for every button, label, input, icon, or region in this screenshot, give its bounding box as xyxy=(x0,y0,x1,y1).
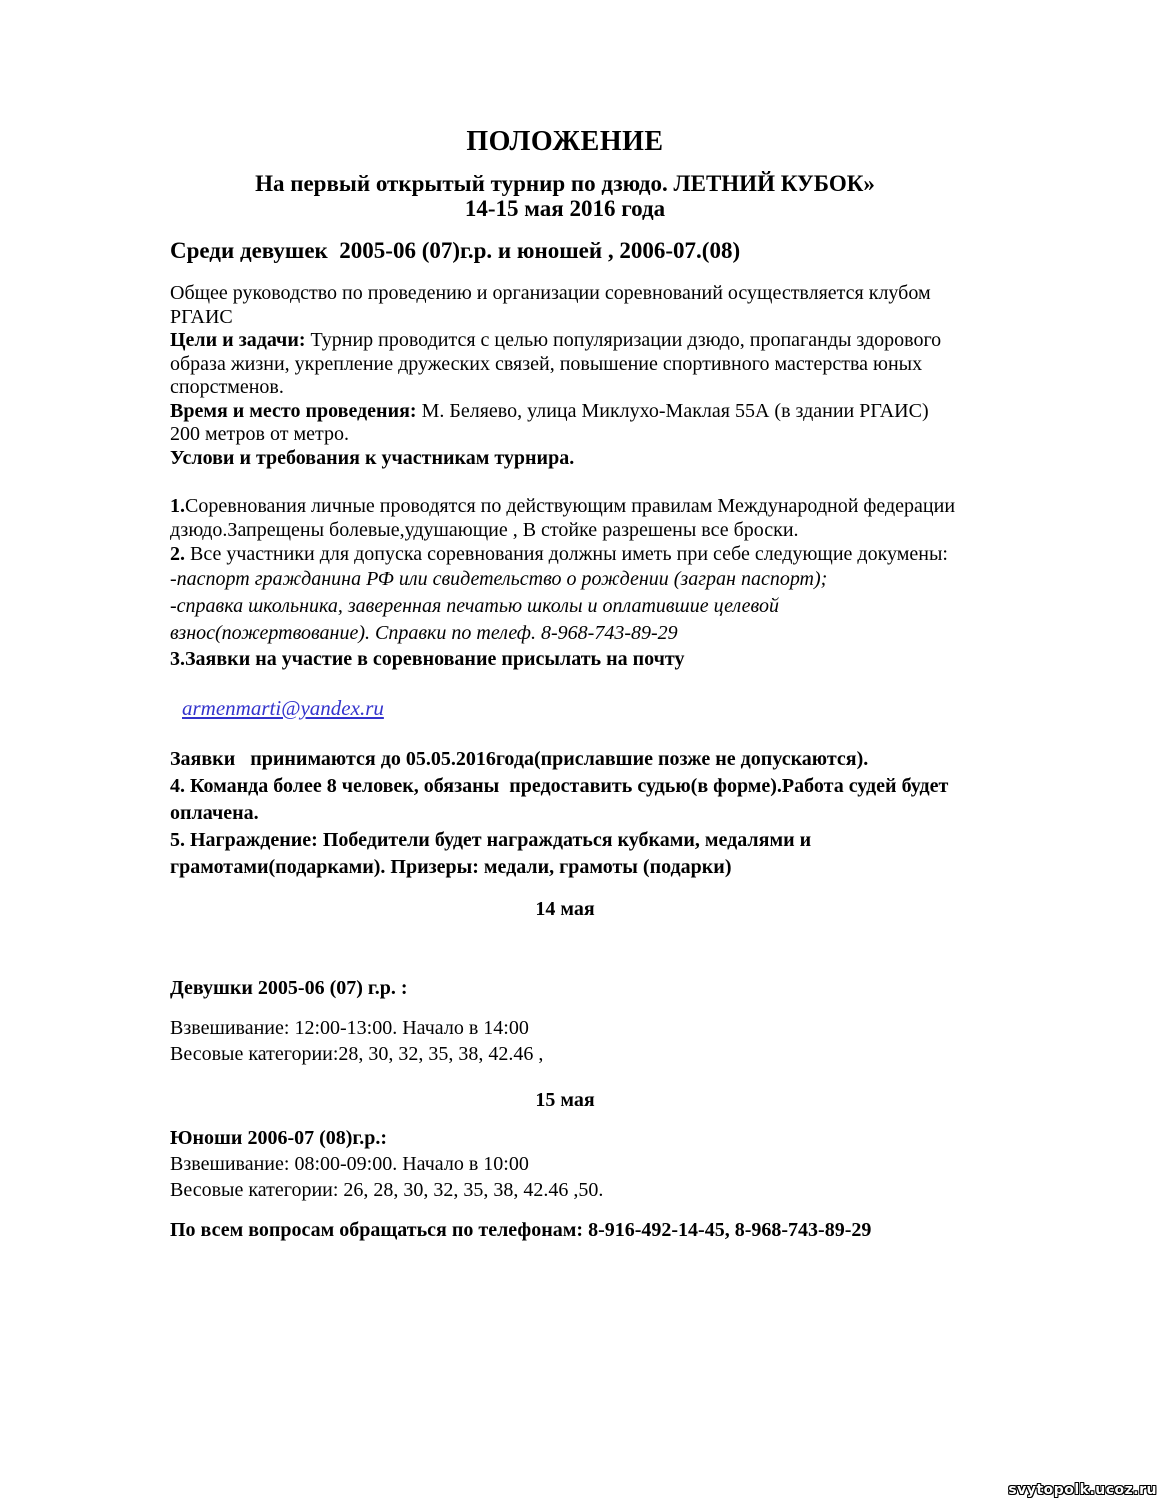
venue-line xyxy=(170,400,960,447)
day2-weighin-line: Взвешивание: 08:00-09:00. Начало в 10:00 xyxy=(170,1153,529,1175)
day1-weighin-line: Взвешивание: 12:00-13:00. Начало в 14:00 xyxy=(170,1017,529,1039)
venue-label: Время и место проведения: xyxy=(170,399,417,422)
rule-2-number: 2. xyxy=(170,543,185,565)
subtitle-line-1: На первый открытый турнир по дзюдо. ЛЕТНИЙ КУБОК» xyxy=(255,171,875,196)
applications-section xyxy=(170,746,960,881)
rule-5: 5. Награждение: Победители будет награждаться кубками, медалями и грамотами(подарками). Призеры: медали, грамоты (подарки) xyxy=(170,829,817,878)
general-management-text: Общее руководство по проведению и организации соревнований осуществляется клубом РГАИС xyxy=(170,282,936,328)
goals-line xyxy=(170,329,960,400)
day1-group-heading: Девушки 2005-06 (07) г.р. : xyxy=(170,977,408,999)
page-title: ПОЛОЖЕНИЕ xyxy=(466,126,664,157)
category-heading: Среди девушек 2005-06 (07)г.р. и юношей , 2006-07.(08) xyxy=(170,238,741,263)
goals-label: Цели и задачи: xyxy=(170,329,306,351)
venue-text: М. Беляево, улица Миклухо-Маклая 55А (в здании РГАИС) 200 метров от метро. xyxy=(170,399,934,445)
document-content xyxy=(170,0,960,1243)
rule-4: 4. Команда более 8 человек, обязаны предоставить судью(в форме).Работа судей будет оплачена. xyxy=(170,775,954,824)
deadline-line: Заявки принимаются до 05.05.2016года(приславшие позже не допускаются). xyxy=(170,748,869,770)
rule-2-text: Все участники для допуска соревнования должны иметь при себе следующие докумены: xyxy=(185,543,948,565)
rule-3-heading: 3.Заявки на участие в соревнование присылать на почту xyxy=(170,648,685,670)
intro-section xyxy=(170,282,960,470)
document-item-passport: -паспорт гражданина РФ или свидетельство о рождении (загран паспорт); xyxy=(170,568,828,590)
rules-section xyxy=(170,494,960,671)
day1-categories-line: Весовые категории:28, 30, 32, 35, 38, 42.46 , xyxy=(170,1043,544,1065)
watermark-link[interactable]: svytopolk.ucoz.ru xyxy=(1008,1482,1157,1498)
day2-categories-line: Весовые категории: 26, 28, 30, 32, 35, 38, 42.46 ,50. xyxy=(170,1179,604,1201)
day2-date-heading: 15 мая xyxy=(535,1089,595,1111)
rule-2 xyxy=(170,542,960,566)
email-row xyxy=(170,694,960,725)
day2-section xyxy=(170,1125,960,1203)
goals-text: Турнир проводится с целью популяризации дзюдо, пропаганды здорового образа жизни, укрепление дружеских связей, повышение спортивного мастерства юных спорстменов. xyxy=(170,329,947,398)
day1-section xyxy=(170,975,960,1067)
document-item-school-certificate: -справка школьника, заверенная печатью школы и оплатившие целевой взнос(пожертвование). Справки по телеф. 8-968-743-89-29 xyxy=(170,595,784,644)
rule-1-text: Соревнования личные проводятся по действующим правилам Международной федерации дзюдо.Запрещены болевые,удушающие , В стойке разрешены все броски. xyxy=(170,495,961,541)
rule-1-number: 1. xyxy=(170,495,185,517)
day1-date-heading: 14 мая xyxy=(535,898,595,920)
rule-1 xyxy=(170,494,960,542)
subtitle xyxy=(170,171,960,221)
conditions-heading: Услови и требования к участникам турнира. xyxy=(170,446,575,469)
email-link[interactable]: armenmarti@yandex.ru xyxy=(182,696,384,720)
subtitle-line-2: 14-15 мая 2016 года xyxy=(464,196,666,221)
contact-phones-line: По всем вопросам обращаться по телефонам: 8-916-492-14-45, 8-968-743-89-29 xyxy=(170,1219,872,1241)
day1-details xyxy=(170,1015,960,1067)
day2-group-heading: Юноши 2006-07 (08)г.р.: xyxy=(170,1127,388,1149)
